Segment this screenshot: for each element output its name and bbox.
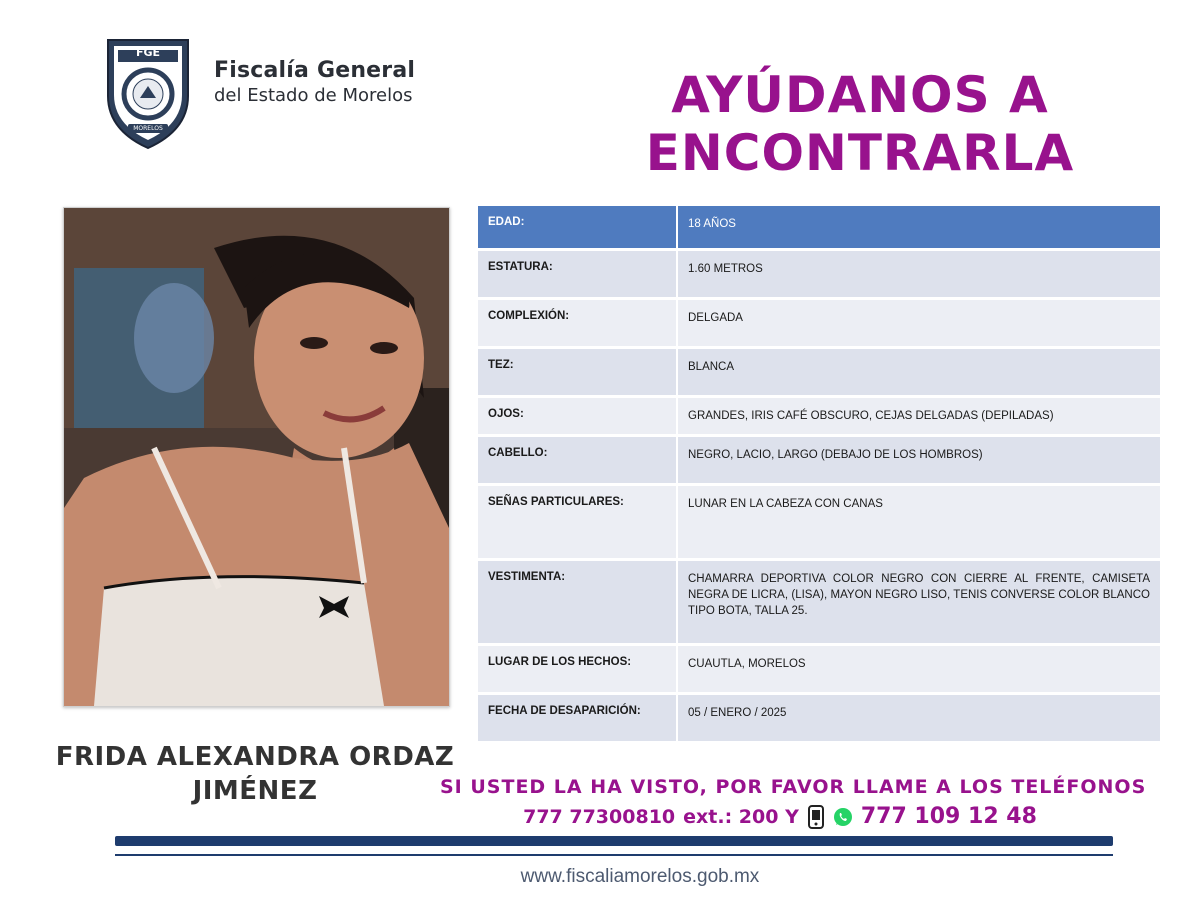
detail-value: 05 / ENERO / 2025	[678, 695, 1160, 741]
table-row	[478, 646, 1160, 692]
mobile-phone-icon	[807, 805, 825, 829]
table-row	[478, 695, 1160, 741]
detail-label: ESTATURA:	[478, 251, 678, 297]
table-row	[478, 251, 1160, 297]
contact-callout	[440, 776, 1147, 829]
detail-label: CABELLO:	[478, 437, 678, 483]
detail-label: SEÑAS PARTICULARES:	[478, 486, 678, 558]
detail-value: GRANDES, IRIS CAFÉ OBSCURO, CEJAS DELGADAS (DEPILADAS)	[678, 398, 1160, 434]
detail-value: LUNAR EN LA CABEZA CON CANAS	[678, 486, 1160, 558]
detail-value: CHAMARRA DEPORTIVA COLOR NEGRO CON CIERRE AL FRENTE, CAMISETA NEGRA DE LICRA, (LISA), MAYON NEGRO LISO, TENIS CONVERSE COLOR BLANCO TIPO BOTA, TALLA 25.	[678, 561, 1160, 643]
phone-number-1[interactable]: 777 77300810	[523, 805, 676, 828]
detail-value: NEGRO, LACIO, LARGO (DEBAJO DE LOS HOMBROS)	[678, 437, 1160, 483]
website-link[interactable]: www.fiscaliamorelos.gob.mx	[520, 866, 760, 887]
phone-extension: ext.: 200 Y	[683, 805, 799, 828]
phone-number-2[interactable]: 777 109 12 48	[860, 804, 1037, 829]
footer-divider-thick	[115, 836, 1113, 846]
table-row	[478, 486, 1160, 558]
details-table	[478, 203, 1160, 744]
org-title	[214, 58, 415, 106]
whatsapp-icon	[833, 807, 853, 827]
org-name: Fiscalía General	[214, 58, 416, 83]
person-name	[55, 740, 455, 808]
table-row	[478, 349, 1160, 395]
detail-value: 1.60 METROS	[678, 251, 1160, 297]
headline-line-1: AYÚDANOS A	[671, 66, 1049, 124]
footer-divider-thin	[115, 854, 1113, 856]
missing-person-photo	[63, 207, 450, 707]
detail-value: 18 AÑOS	[678, 206, 1160, 248]
person-name-line-1: FRIDA ALEXANDRA ORDAZ	[55, 742, 455, 772]
detail-label: TEZ:	[478, 349, 678, 395]
org-subtitle: del Estado de Morelos	[214, 85, 413, 106]
contact-message: SI USTED LA HA VISTO, POR FAVOR LLAME A LOS TELÉFONOS	[440, 776, 1147, 798]
detail-label: FECHA DE DESAPARICIÓN:	[478, 695, 678, 741]
table-row	[478, 561, 1160, 643]
table-row	[478, 437, 1160, 483]
table-row	[478, 300, 1160, 346]
headline	[610, 66, 1110, 182]
fge-shield-logo	[100, 34, 196, 152]
logo-acronym: FGE	[135, 46, 161, 59]
logo-bottom-text: MORELOS	[133, 125, 163, 132]
detail-label: EDAD:	[478, 206, 678, 248]
detail-label: LUGAR DE LOS HECHOS:	[478, 646, 678, 692]
table-row	[478, 398, 1160, 434]
table-row	[478, 206, 1160, 248]
detail-label: VESTIMENTA:	[478, 561, 678, 643]
detail-label: OJOS:	[478, 398, 678, 434]
detail-value: BLANCA	[678, 349, 1160, 395]
contact-phones	[440, 804, 1120, 829]
detail-label: COMPLEXIÓN:	[478, 300, 678, 346]
detail-value: DELGADA	[678, 300, 1160, 346]
person-name-line-2: JIMÉNEZ	[192, 776, 318, 806]
detail-value: CUAUTLA, MORELOS	[678, 646, 1160, 692]
headline-line-2: ENCONTRARLA	[645, 124, 1075, 182]
